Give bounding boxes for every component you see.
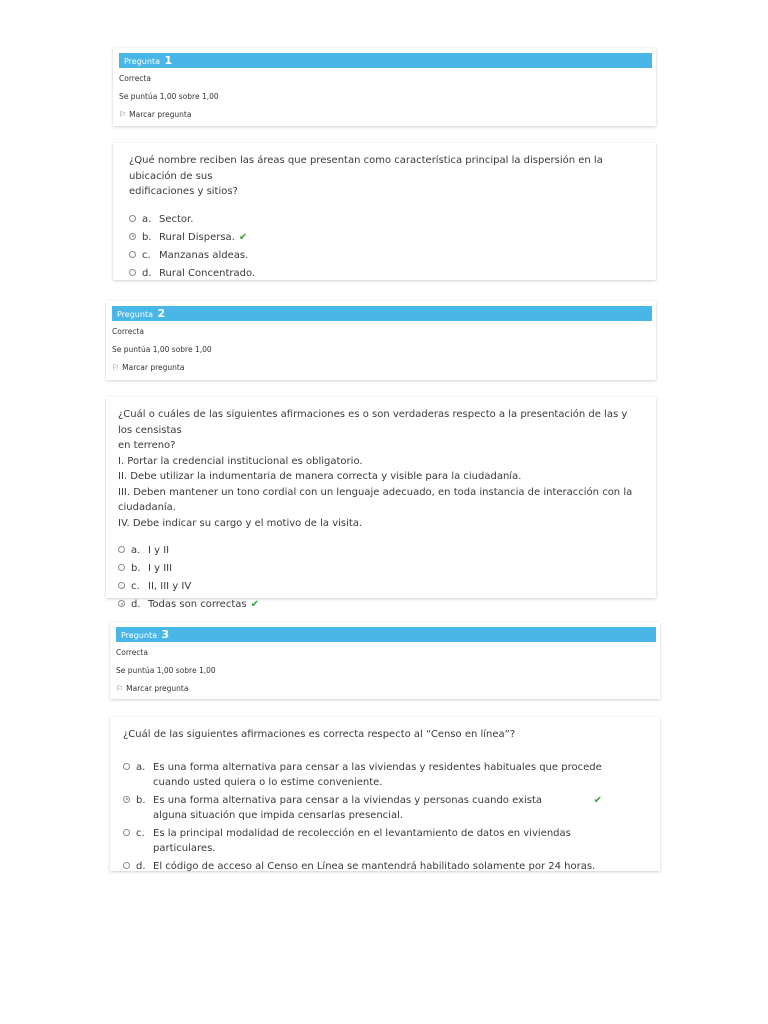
answer-text: Manzanas aldeas.	[159, 249, 249, 261]
answer-letter: b.	[136, 794, 146, 806]
question-text-line: I. Portar la credencial institucional es obligatorio.	[118, 455, 363, 467]
question-2-grade: Se puntúa 1,00 sobre 1,00	[112, 345, 212, 354]
radio-button[interactable]	[123, 763, 130, 770]
radio-button-selected[interactable]	[118, 600, 125, 607]
question-2-flag-link[interactable]	[112, 363, 656, 372]
answer-list	[118, 543, 642, 612]
question-text-line: II. Debe utilizar la indumentaria de manera correcta y visible para la ciudadanía.	[118, 471, 522, 482]
answer-text: I y II	[148, 545, 170, 556]
question-3-flag-link[interactable]	[116, 684, 660, 693]
answer-letter: c.	[142, 249, 151, 261]
question-2-content	[106, 397, 656, 610]
answer-text: Todas son correctas ✔	[148, 599, 259, 610]
answer-letter: d.	[131, 599, 141, 610]
answer-letter: c.	[136, 827, 145, 839]
question-text-line: III. Deben mantener un tono cordial con un lenguaje adecuado, en toda instancia de interacción con la ciudadanía.	[118, 486, 633, 513]
question-3-header	[116, 627, 656, 642]
answer-option-b[interactable]	[123, 793, 612, 823]
question-1-content	[113, 143, 656, 280]
answer-letter: a.	[136, 761, 146, 773]
question-label: Pregunta	[121, 631, 157, 640]
question-text-line: ¿Cuál o cuáles de las siguientes afirmaciones es o son verdaderas respecto a la presentación de las y los censistas	[118, 409, 628, 436]
check-icon: ✔	[238, 231, 248, 243]
answer-text: Es una forma alternativa para censar a la viviendas y personas cuando exista alguna situación que impida censarlas presencial.	[153, 794, 543, 821]
question-number: 3	[161, 628, 170, 641]
question-3-grade: Se puntúa 1,00 sobre 1,00	[116, 666, 216, 675]
question-label: Pregunta	[124, 57, 160, 66]
question-2-header	[112, 306, 652, 321]
question-number: 2	[157, 307, 166, 320]
answer-option-a[interactable]	[123, 760, 612, 790]
answer-letter: b.	[142, 231, 152, 243]
question-3-state: Correcta	[116, 648, 148, 657]
answer-option-d[interactable]	[123, 859, 612, 874]
answer-text: Rural Dispersa. ✔	[159, 231, 248, 243]
answer-text: Sector.	[159, 213, 194, 225]
answer-option-d[interactable]	[118, 597, 642, 612]
question-text-line: ¿Qué nombre reciben las áreas que presentan como característica principal la dispersión en la ubicación de sus	[129, 155, 603, 182]
answer-letter: b.	[131, 563, 141, 574]
question-text-line: edificaciones y sitios?	[129, 186, 238, 197]
question-text-line: ¿Cuál de las siguientes afirmaciones es correcta respecto al “Censo en línea”?	[123, 729, 516, 740]
question-3-text	[123, 727, 646, 743]
answer-letter: a.	[142, 213, 152, 225]
radio-button[interactable]	[129, 251, 136, 258]
question-text-line: IV. Debe indicar su cargo y el motivo de la visita.	[118, 517, 363, 529]
flag-label: Marcar pregunta	[126, 684, 189, 693]
answer-option-a[interactable]	[129, 212, 642, 227]
answer-letter: d.	[142, 267, 152, 279]
answer-text: II, III y IV	[148, 581, 192, 592]
answer-list	[123, 760, 646, 874]
check-icon: ✔	[250, 599, 259, 610]
radio-button[interactable]	[118, 546, 125, 553]
question-2-text	[118, 407, 642, 531]
question-1-grade: Se puntúa 1,00 sobre 1,00	[119, 92, 219, 101]
flag-label: Marcar pregunta	[122, 363, 185, 372]
answer-option-d[interactable]	[129, 266, 642, 281]
radio-button[interactable]	[118, 564, 125, 571]
question-2-info	[106, 301, 656, 380]
question-1-flag-link[interactable]	[119, 110, 656, 119]
question-label: Pregunta	[117, 310, 153, 319]
question-text-line: en terreno?	[118, 440, 176, 451]
flag-label: Marcar pregunta	[129, 110, 192, 119]
radio-button-selected[interactable]	[129, 233, 136, 240]
answer-option-a[interactable]	[118, 543, 642, 558]
answer-option-c[interactable]	[123, 826, 612, 856]
question-1-text	[129, 153, 642, 200]
answer-option-c[interactable]	[129, 248, 642, 263]
radio-button[interactable]	[123, 829, 130, 836]
question-3-content	[110, 717, 660, 871]
question-1-info	[113, 48, 656, 126]
answer-option-b[interactable]	[129, 230, 642, 245]
answer-letter: a.	[131, 545, 141, 556]
flag-icon: ⚐	[116, 684, 124, 693]
answer-text: El código de acceso al Censo en Línea se mantendrá habilitado solamente por 24 horas.	[153, 860, 596, 872]
question-number: 1	[164, 54, 173, 67]
answer-text: Es la principal modalidad de recolección en el levantamiento de datos en viviendas particulares.	[153, 827, 571, 854]
answer-letter: c.	[131, 581, 140, 592]
question-1-state: Correcta	[119, 74, 151, 83]
answer-text: Es una forma alternativa para censar a las viviendas y residentes habituales que procede cuando usted quiera o lo estime conveniente.	[153, 761, 602, 788]
answer-list	[129, 212, 642, 281]
radio-button[interactable]	[129, 215, 136, 222]
answer-option-c[interactable]	[118, 579, 642, 594]
question-1-header	[119, 53, 652, 68]
radio-button-selected[interactable]	[123, 796, 130, 803]
answer-text: Rural Concentrado.	[159, 267, 256, 279]
question-3-info	[110, 622, 660, 699]
flag-icon: ⚐	[112, 363, 120, 372]
radio-button[interactable]	[118, 582, 125, 589]
flag-icon: ⚐	[119, 110, 127, 119]
answer-letter: d.	[136, 860, 146, 872]
answer-text: I y III	[148, 563, 173, 574]
check-icon: ✔	[593, 794, 602, 806]
question-2-state: Correcta	[112, 327, 144, 336]
radio-button[interactable]	[123, 862, 130, 869]
radio-button[interactable]	[129, 269, 136, 276]
answer-option-b[interactable]	[118, 561, 642, 576]
